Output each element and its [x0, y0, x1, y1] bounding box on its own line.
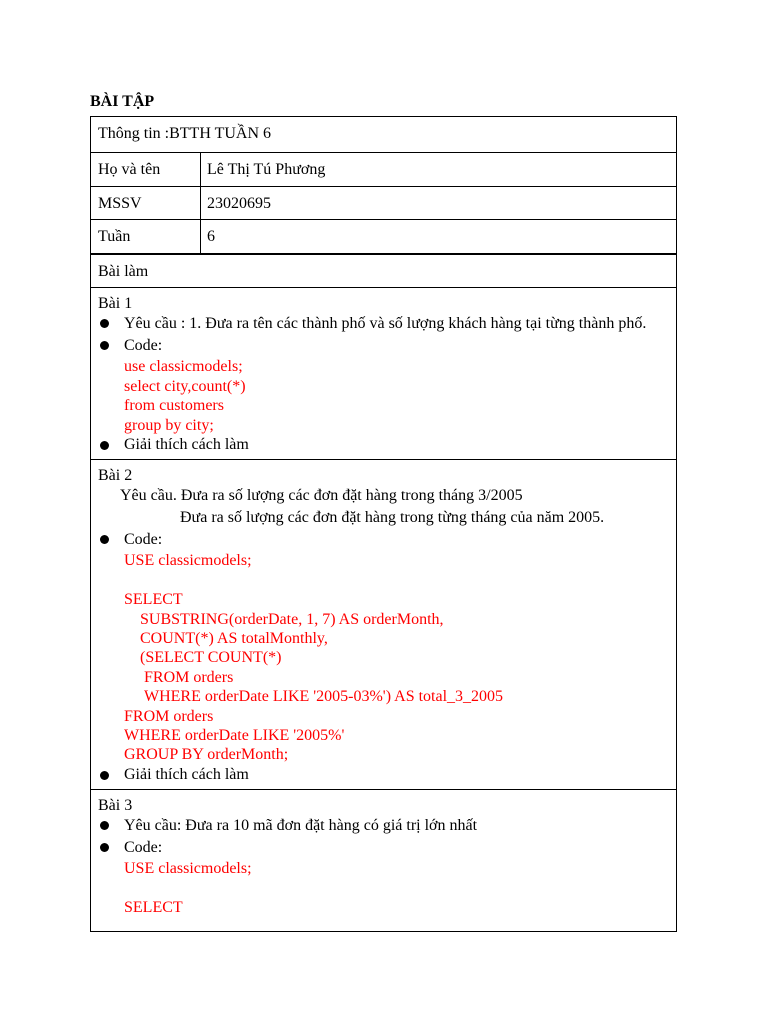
- exercise-2-title: Bài 2: [98, 467, 133, 484]
- code-line: SELECT: [124, 899, 183, 917]
- code-line: select city,count(*): [124, 377, 246, 395]
- exercise-2-code-label: Code:: [98, 529, 676, 551]
- exercise-1-code-label: Code:: [98, 335, 676, 357]
- name-label: Họ và tên: [91, 153, 201, 186]
- work-header: Bài làm: [91, 255, 676, 288]
- week-row: [91, 220, 676, 255]
- code-line: SUBSTRING(orderDate, 1, 7) AS orderMonth,: [140, 610, 444, 628]
- exercise-1-explain: Giải thích cách làm: [98, 435, 676, 454]
- exercise-2-requirement-1: Yêu cầu. Đưa ra số lượng các đơn đặt hàng trong tháng 3/2005: [120, 487, 523, 505]
- code-line: USE classicmodels;: [124, 552, 252, 570]
- week-value: 6: [207, 228, 215, 245]
- exercise-2: [91, 460, 676, 790]
- code-line: use classicmodels;: [124, 358, 243, 376]
- exercise-3: [91, 790, 676, 931]
- week-label: Tuần: [91, 220, 201, 253]
- exercise-1: [91, 288, 676, 460]
- code-line: SELECT: [124, 591, 183, 609]
- code-line: GROUP BY orderMonth;: [124, 746, 289, 764]
- name-row: [91, 153, 676, 187]
- mssv-row: [91, 187, 676, 220]
- exercise-1-requirement: Yêu cầu : 1. Đưa ra tên các thành phố và số lượng khách hàng tại từng thành phố.: [98, 313, 676, 335]
- code-line: from customers: [124, 397, 224, 415]
- code-line: FROM orders: [144, 668, 234, 686]
- mssv-label: MSSV: [91, 187, 201, 219]
- exercise-2-explain: Giải thích cách làm: [98, 765, 676, 784]
- code-line: WHERE orderDate LIKE '2005-03%') AS total_3_2005: [144, 688, 504, 706]
- exercise-1-title: Bài 1: [98, 295, 133, 312]
- code-line: USE classicmodels;: [124, 860, 252, 878]
- exercise-3-code-label: Code:: [98, 837, 676, 859]
- code-line: FROM orders: [124, 707, 214, 725]
- code-line: (SELECT COUNT(*): [140, 649, 282, 667]
- info-header: Thông tin :BTTH TUẦN 6: [91, 117, 676, 153]
- code-line: COUNT(*) AS totalMonthly,: [140, 629, 328, 647]
- code-line-blank: [98, 571, 676, 590]
- code-line-blank: [98, 879, 676, 898]
- code-line: WHERE orderDate LIKE '2005%': [124, 726, 345, 744]
- exercise-3-requirement: Yêu cầu: Đưa ra 10 mã đơn đặt hàng có giá trị lớn nhất: [98, 815, 676, 837]
- exercise-2-requirement-2: Đưa ra số lượng các đơn đặt hàng trong từng tháng của năm 2005.: [180, 509, 605, 527]
- page-title: BÀI TẬP: [90, 93, 155, 110]
- name-value: Lê Thị Tú Phương: [207, 161, 326, 178]
- code-line: group by city;: [124, 416, 214, 434]
- mssv-value: 23020695: [207, 195, 271, 212]
- exercise-3-title: Bài 3: [98, 797, 133, 814]
- info-table: [90, 116, 677, 932]
